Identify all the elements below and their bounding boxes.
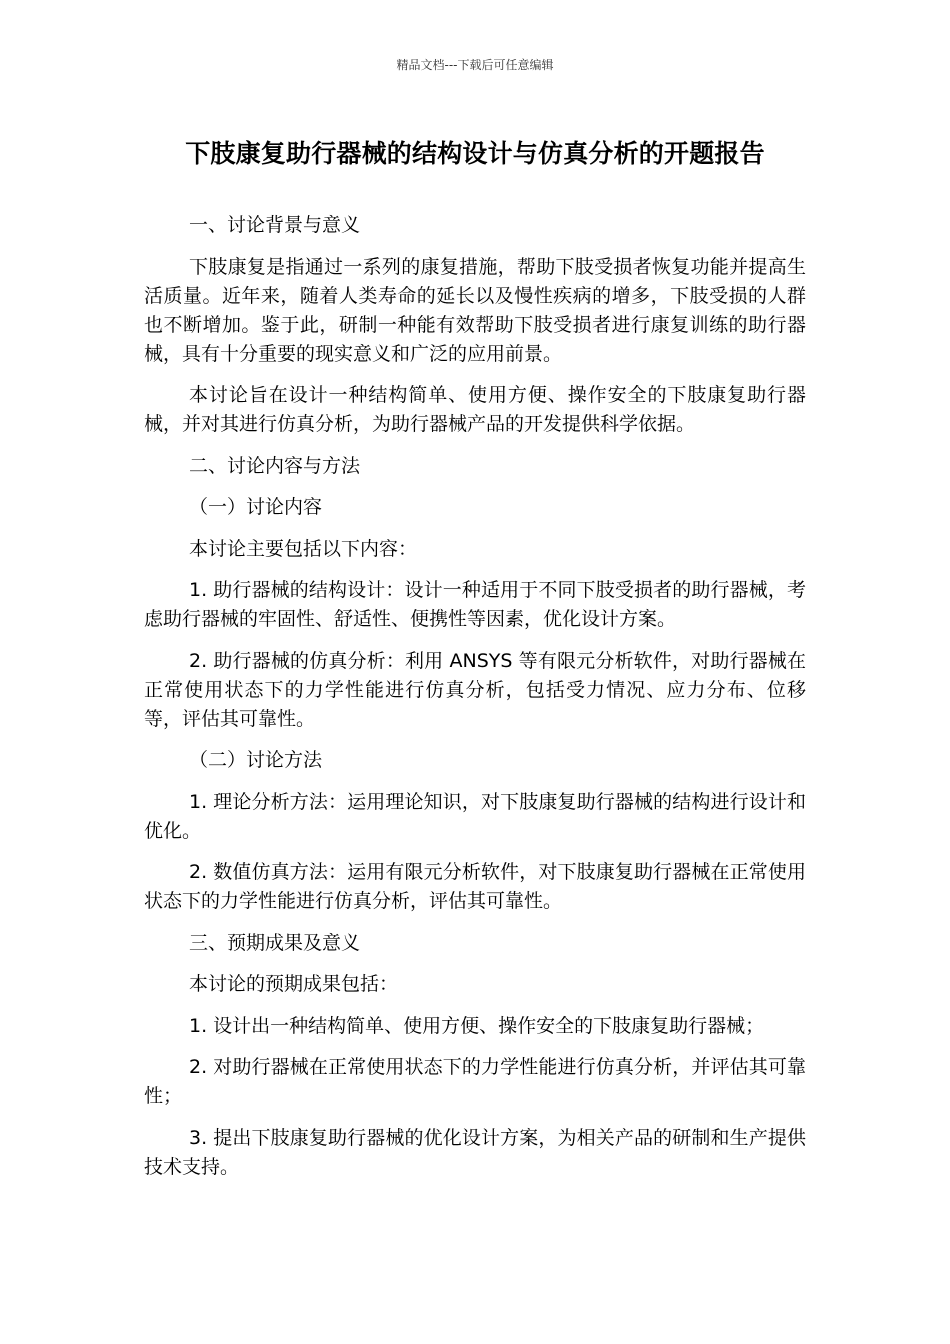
document-title: 下肢康复助行器械的结构设计与仿真分析的开题报告 [185,139,765,168]
section-heading-2: 二、讨论内容与方法 [189,454,361,477]
page-header: 精品文档---下载后可任意编辑 [396,58,554,72]
list-item-result-2: 2. 对助行器械在正常使用状态下的力学性能进行仿真分析，并评估其可靠性； [144,1056,806,1107]
section-heading-3: 三、预期成果及意义 [189,931,361,954]
paragraph-results-intro: 本讨论的预期成果包括： [189,973,399,995]
paragraph-purpose: 本讨论旨在设计一种结构简单、使用方便、操作安全的下肢康复助行器械，并对其进行仿真分析，为助行器械产品的开发提供科学依据。 [144,384,806,435]
paragraph-content-intro: 本讨论主要包括以下内容： [189,537,418,560]
subsection-heading-content: （一）讨论内容 [189,496,323,518]
list-item-method-2: 2. 数值仿真方法：运用有限元分析软件，对下肢康复助行器械在正常使用状态下的力学性能进行仿真分析，评估其可靠性。 [144,861,806,912]
paragraph-background: 下肢康复是指通过一系列的康复措施，帮助下肢受损者恢复功能并提高生活质量。近年来，随着人类寿命的延长以及慢性疾病的增多，下肢受损的人群也不断增加。鉴于此，研制一种能有效帮助下肢受损者进行康复训练的助行器械，具有十分重要的现实意义和广泛的应用前景。 [144,255,806,365]
list-item-method-1: 1. 理论分析方法：运用理论知识，对下肢康复助行器械的结构进行设计和优化。 [144,790,806,842]
document-body [144,211,806,1194]
list-item-content-2: 2. 助行器械的仿真分析：利用 ANSYS 等有限元分析软件，对助行器械在正常使用状态下的力学性能进行仿真分析，包括受力情况、应力分布、位移等，评估其可靠性。 [144,649,806,730]
list-item-content-1: 1. 助行器械的结构设计：设计一种适用于不同下肢受损者的助行器械，考虑助行器械的牢固性、舒适性、便携性等因素，优化设计方案。 [144,579,806,630]
subsection-heading-method: （二）讨论方法 [189,749,323,771]
list-item-result-1: 1. 设计出一种结构简单、使用方便、操作安全的下肢康复助行器械； [189,1014,765,1037]
section-heading-1: 一、讨论背景与意义 [189,214,361,236]
list-item-result-3: 3. 提出下肢康复助行器械的优化设计方案，为相关产品的研制和生产提供技术支持。 [144,1126,806,1178]
